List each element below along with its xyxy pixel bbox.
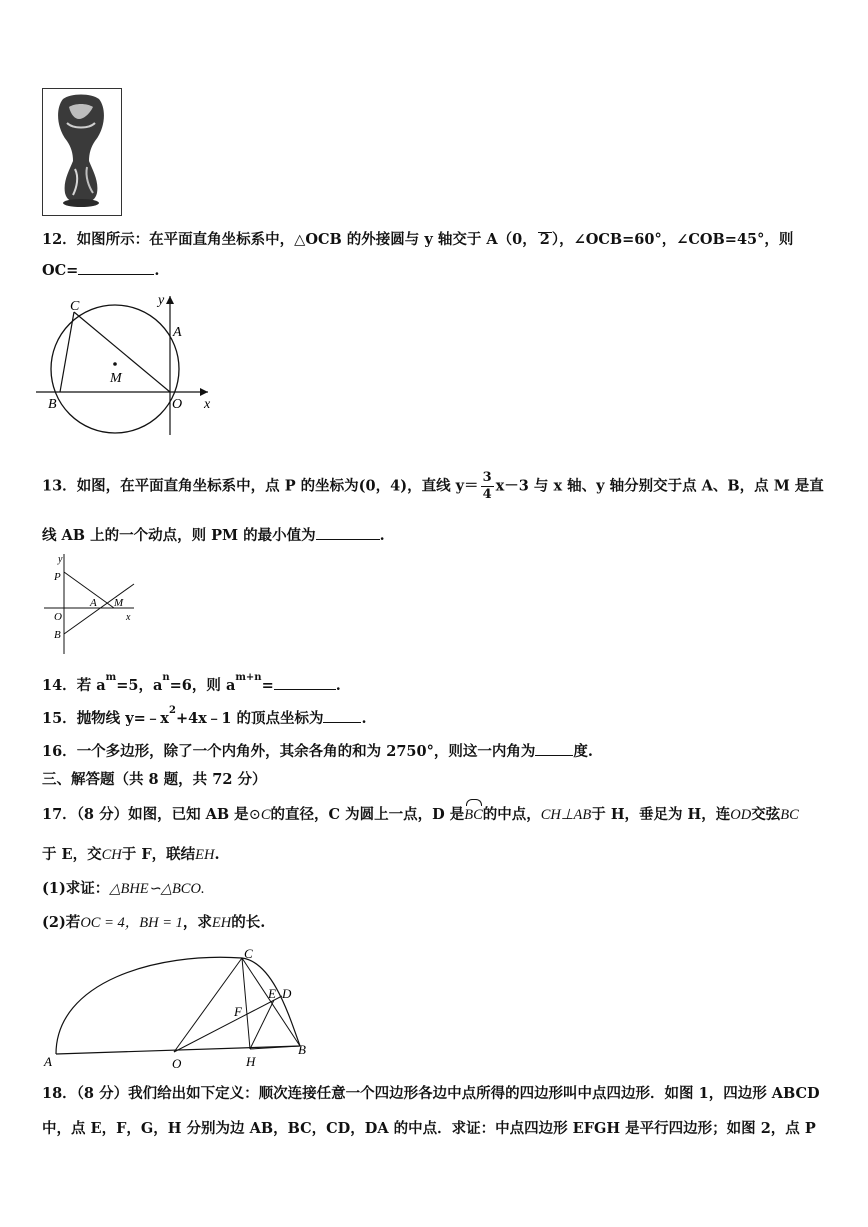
q15-text-b: +4x﹣1 的顶点坐标为 [175, 710, 324, 727]
q16-number: 16． [42, 743, 77, 760]
q16-answer-blank[interactable] [535, 743, 573, 756]
q17-part2-eh: EH [211, 915, 232, 931]
q17-label-H: H [246, 1054, 256, 1069]
q17-label-B: B [298, 1042, 306, 1057]
q13-label-y: y [58, 554, 63, 565]
q17-arc-bc: BC [464, 807, 483, 824]
q12-text-a: 如图所示：在平面直角坐标系中，△OCB 的外接圆与 y 轴交于 A（0， [76, 231, 537, 248]
q17-text-d: 于 H，垂足为 H，连 [591, 806, 731, 823]
q17-text-h: . [214, 846, 220, 863]
q12-label-A: A [173, 325, 182, 340]
q17-line1 [42, 803, 799, 824]
q12-label-C: C [70, 299, 80, 314]
q17-figure [36, 942, 326, 1072]
q17-part1-label: (1)求证： [42, 880, 110, 897]
q13-fraction [481, 470, 494, 503]
q12-sqrt: 2 [539, 231, 550, 248]
q12-text-d: . [154, 262, 160, 279]
q16-line [42, 740, 593, 761]
q17-number: 17． [42, 806, 77, 823]
q17-eh: EH [195, 847, 215, 863]
arc-mark-icon [466, 799, 482, 806]
q15-number: 15． [42, 710, 77, 727]
q17-part2-tail: ，求 [182, 914, 212, 931]
q17-label-A: A [44, 1054, 52, 1069]
q16-text-a: 一个多边形，除了一个内角外，其余各角的和为 2750°，则这一内角为 [76, 743, 536, 760]
q17-ch: CH [101, 847, 122, 863]
q17-text-e: 交弦 [751, 806, 781, 823]
q18-line2: 中，点 E，F，G，H 分别为边 AB，BC，CD，DA 的中点．求证：中点四边形 EFGH 是平行四边形；如图 2，点 P [42, 1120, 816, 1137]
q14-sup-n: n [162, 672, 170, 683]
q12-text-c: OC= [42, 262, 79, 279]
q17-circle-symbol: ⊙ [248, 807, 261, 823]
q12-number: 12． [42, 231, 77, 248]
q13-line1 [42, 470, 824, 503]
q13-label-O: O [54, 611, 62, 623]
q12-label-O: O [172, 397, 183, 412]
q13-label-x: x [126, 612, 131, 623]
q17-label-D: D [282, 986, 292, 1001]
q17-c-ital: C [260, 807, 271, 823]
q13-line2 [42, 524, 385, 545]
q14-line [42, 674, 341, 695]
q18-line1: 18．（8 分）我们给出如下定义：顺次连接任意一个四边形各边中点所得的四边形叫中点四边形．如图 1，四边形 ABCD [42, 1085, 820, 1102]
q15-text-a: 抛物线 y=﹣x [76, 710, 169, 727]
q14-sup-m: m [105, 672, 117, 683]
q17-label-E: E [268, 986, 276, 1001]
q13-text-d: . [379, 527, 385, 544]
q12-text-b: ），∠OCB=60°，∠COB=45°，则 [551, 231, 794, 248]
q13-text-b: x－3 与 x 轴、y 轴分别交于点 A、B，点 M 是直 [495, 477, 824, 495]
q17-ch-ab: CH⊥AB [540, 807, 592, 823]
q17-part2-expr: OC = 4，BH = 1 [80, 915, 183, 931]
q12-line2 [42, 262, 159, 279]
q15-sup-2: 2 [168, 705, 176, 716]
q17-text-b: 的直径，C 为圆上一点，D 是 [270, 806, 465, 823]
q17-line2 [42, 843, 220, 864]
q13-label-P: P [54, 571, 61, 583]
q17-label-O: O [172, 1056, 182, 1071]
q17-part2-end: 的长. [231, 914, 266, 931]
q14-sup-mn: m+n [235, 672, 262, 683]
q13-label-B: B [54, 629, 61, 641]
q15-text-c: . [361, 710, 367, 727]
q14-text-e: . [335, 677, 341, 694]
q15-answer-blank[interactable] [323, 710, 361, 723]
q17-text-a: （8 分）如图，已知 AB 是 [76, 806, 249, 823]
q14-text-a: 若 a [76, 677, 106, 694]
trophy-image [42, 88, 122, 216]
q17-part2-label: (2)若 [42, 914, 81, 931]
q17-text-g: 于 F，联结 [121, 846, 196, 863]
q13-number: 13． [42, 477, 77, 495]
q14-answer-blank[interactable] [274, 677, 336, 690]
q13-label-A: A [90, 597, 97, 609]
q15-line [42, 707, 367, 728]
q14-text-b: =5，a [116, 677, 163, 694]
q14-text-c: =6，则 a [169, 677, 236, 694]
q12-label-B: B [48, 397, 57, 412]
q17-od: OD [730, 807, 752, 823]
q13-label-M: M [114, 597, 124, 609]
q14-number: 14． [42, 677, 77, 694]
q16-text-b: 度. [573, 743, 593, 760]
q17-bc: BC [780, 807, 799, 823]
q17-label-C: C [244, 946, 253, 961]
q17-text-c: 的中点， [482, 806, 541, 823]
q17-part2 [42, 911, 265, 932]
q13-answer-blank[interactable] [316, 527, 380, 540]
q14-text-d: = [261, 677, 274, 694]
q17-part1 [42, 877, 205, 898]
q17-label-F: F [234, 1004, 242, 1019]
q13-frac-den: 4 [482, 487, 492, 502]
q12-figure [36, 290, 226, 440]
q12-line1 [42, 228, 793, 249]
q12-label-M: M [110, 371, 122, 386]
q13-frac-num: 3 [482, 470, 492, 485]
q12-label-y: y [158, 293, 165, 308]
section3-title: 三、解答题（共 8 题，共 72 分） [42, 771, 267, 788]
q12-label-x: x [204, 397, 211, 412]
q12-answer-blank[interactable] [78, 262, 154, 275]
q13-figure [44, 550, 144, 656]
q13-text-c: 线 AB 上的一个动点，则 PM 的最小值为 [42, 527, 316, 544]
q17-text-f: 于 E，交 [42, 846, 102, 863]
q13-text-a: 如图，在平面直角坐标系中，点 P 的坐标为(0，4)，直线 y＝ [76, 477, 479, 495]
q17-part1-expr: △BHE∽△BCO. [109, 881, 205, 897]
trophy-icon [43, 89, 121, 215]
